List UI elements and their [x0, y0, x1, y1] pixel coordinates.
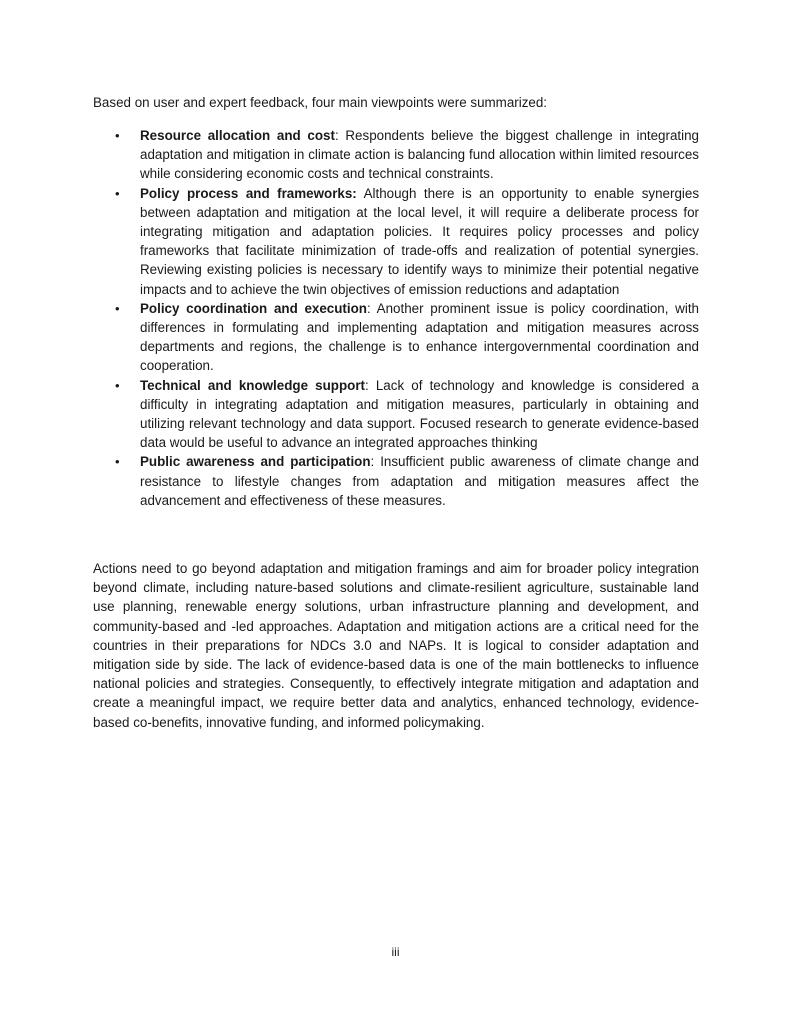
list-item-text: Another prominent issue is policy coordination, with differences in formulating and implementing adaptation and mitigation measures across departments and regions, the challenge is to enhance intergovernmental coordination and cooperation.: [140, 300, 699, 374]
list-item-heading: Resource allocation and cost: [140, 128, 335, 143]
bullet-icon: •: [115, 128, 120, 143]
list-item-text: Lack of technology and knowledge is considered a difficulty in integrating adaptation and mitigation measures, particularly in obtaining and utilizing relevant technology and data support. Focused research to generate evidence-based data would be useful to advance an integrated approaches thinking: [140, 377, 699, 451]
list-item-separator: [357, 186, 364, 201]
list-item-heading: Policy coordination and execution: [140, 300, 367, 316]
list-item: [93, 184, 699, 299]
list-item: [93, 376, 699, 453]
bullet-icon: •: [115, 454, 120, 470]
list-item-separator: :: [370, 454, 381, 470]
closing-paragraph: Actions need to go beyond adaptation and mitigation framings and aim for broader policy integration beyond climate, including nature-based solutions and climate-resilient agriculture, sustainable land use planning, renewable energy solutions, urban infrastructure planning and development, and community-based and -led approaches. Adaptation and mitigation actions are a critical need for the countries in their preparations for NDCs 3.0 and NAPs. It is logical to consider adaptation and mitigation side by side. The lack of evidence-based data is one of the main bottlenecks to influence national policies and strategies. Consequently, to effectively integrate mitigation and adaptation and create a meaningful impact, we require better data and analytics, enhanced technology, evidence-based co-benefits, innovative funding, and informed policymaking.: [93, 561, 699, 730]
list-item-heading: Public awareness and participation: [140, 454, 371, 470]
page-number: iii: [391, 945, 400, 959]
bullet-icon: •: [115, 300, 120, 316]
list-item-heading: Policy process and frameworks:: [140, 185, 357, 201]
list-item-separator: :: [334, 128, 346, 143]
intro-paragraph: Based on user and expert feedback, four main viewpoints were summarized:: [93, 95, 548, 110]
list-item-text: Insufficient public awareness of climate change and resistance to lifestyle changes from adaptation and mitigation measures affect the advancement and effectiveness of these measures.: [140, 454, 699, 508]
list-item-heading: Technical and knowledge support: [140, 377, 365, 393]
list-item-separator: :: [365, 377, 376, 393]
list-item: [93, 452, 699, 510]
list-item-text: Although there is an opportunity to enable synergies between adaptation and mitigation at the local level, it will require a deliberate process for integrating mitigation and adaptation policies. It requires policy processes and policy frameworks that facilitate minimization of trade-offs and realization of potential synergies. Reviewing existing policies is necessary to identify ways to minimize their potential negative impacts and to achieve the twin objectives of emission reductions and adaptation: [140, 185, 700, 297]
bullet-icon: •: [115, 377, 120, 393]
list-item: [93, 126, 699, 184]
list-item-text: Respondents believe the biggest challenge in integrating adaptation and mitigation in climate action is balancing fund allocation within limited resources while considering economic costs and technical constraints.: [140, 128, 699, 182]
list-item: [93, 299, 699, 376]
viewpoints-list: [93, 126, 699, 510]
list-item-separator: :: [366, 300, 377, 316]
bullet-icon: •: [115, 185, 120, 201]
